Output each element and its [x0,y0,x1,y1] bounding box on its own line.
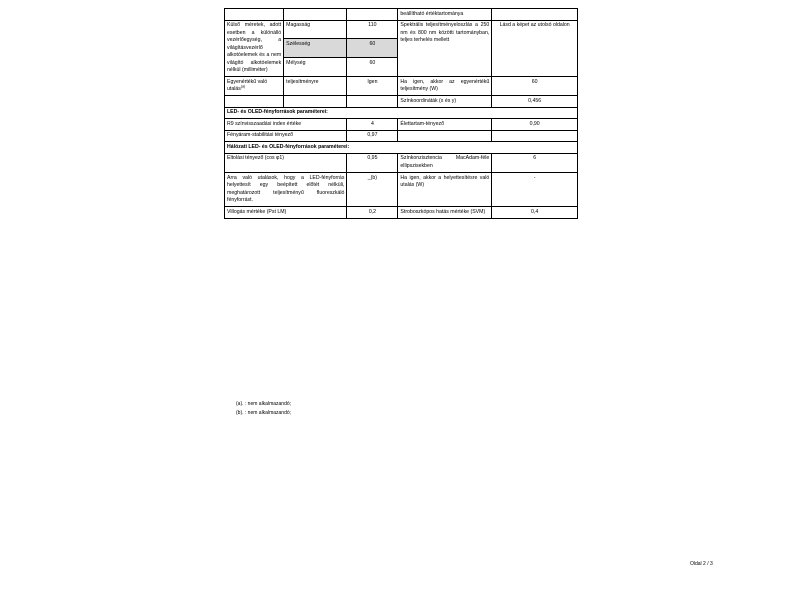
cell-equivalent-power-question: Ha igen, akkor az egyenértékű teljesítmény (W) [398,77,492,96]
table-row [225,207,578,219]
table-row [225,96,578,108]
cell-led-empty-2 [492,130,578,142]
cell-equivalence-value: Igen [347,77,398,96]
cell-equivalence-power-label: teljesítményre [284,77,347,96]
footnotes [236,400,576,417]
cell-flicker-value: 0,2 [347,207,398,219]
section-header-mains [225,142,578,154]
cell-colour-coordinates-value: 0,456 [492,96,578,108]
table-row [225,77,578,96]
cell-external-dimensions: Külső méretek, adott esetben a különálló vezérlőegység, a világításvezérlő alkotóelemek és a nem világító alkotóelemek nélkül (milliméter) [225,20,284,77]
footnote-marker-a: (a) [240,84,246,89]
cell-led-empty-1 [398,130,492,142]
table-row [225,119,578,131]
cell-depth-label: Mélység [284,58,347,77]
cell-colour-consistency-value: 6 [492,153,578,172]
table-row [225,173,578,207]
cell-empty-c [347,96,398,108]
cell-equivalence-label [225,77,284,96]
cell-height-value: 110 [347,20,398,39]
cell-blank-2 [284,9,347,21]
cell-replacement-power-label: Ha igen, akkor a helyettesítésre való utalás (W) [398,173,492,207]
cell-svm-label: Stroboszkópos hatás mértéke (SVM) [398,207,492,219]
table-row [225,153,578,172]
cell-empty-a [225,96,284,108]
cell-lifetime-factor-label: Élettartam-tényező [398,119,492,131]
cell-blank-1 [225,9,284,21]
cell-empty-b [284,96,347,108]
section-header-mains-label: Hálózati LED- és OLED-fényforrások paraméterei: [225,142,578,154]
cell-adjustable-range: beállítható értéktartománya [398,9,492,21]
cell-lumen-maintenance-label: Fényáram-stabilitási tényező [225,130,347,142]
cell-depth-value: 60 [347,58,398,77]
cell-r9-value: 4 [347,119,398,131]
footnote-a: (a). : nem alkalmazandó; [236,401,292,407]
cell-blank-5 [492,9,578,21]
cell-spectral-distribution: Spektrális teljesítményeloszlás a 250 nm és 800 nm közötti tartományban, teljes terhelés mellett [398,20,492,77]
section-header-led [225,107,578,119]
cell-lumen-maintenance-value: 0,97 [347,130,398,142]
cell-replacement-claim-value: _(b) [347,173,398,207]
equivalence-text: Egyenértékű való utalás [227,78,268,93]
cell-colour-coordinates-label: Színkoordináták (x és y) [398,96,492,108]
table-row [225,9,578,21]
cell-width-value: 60 [347,39,398,58]
specifications-table [224,8,578,219]
cell-colour-consistency-label: Színkonzisztencia MacAdam-féle ellipszisekben [398,153,492,172]
section-header-led-label: LED- és OLED-fényforrások paraméterei: [225,107,578,119]
cell-svm-value: 0,4 [492,207,578,219]
page-number: Oldal 2 / 3 [690,561,713,567]
cell-equivalent-power-value: 60 [492,77,578,96]
cell-replacement-claim-label: Arra való utalások, hogy a LED-fényforrás helyettesít egy beépített előtét nélküli, meghatározott teljesítményű fluoreszkáló fényforrást. [225,173,347,207]
cell-displacement-factor-value: 0,95 [347,153,398,172]
cell-r9-label: R9 színvisszaadási index értéke [225,119,347,131]
cell-blank-3 [347,9,398,21]
cell-flicker-label: Villogás mértéke (Pst LM) [225,207,347,219]
footnote-b: (b). : nem alkalmazandó; [236,409,292,416]
cell-displacement-factor-label: Eltolási tényező (cos φ1) [225,153,347,172]
document-body [224,8,578,219]
cell-width-label: Szélesség [284,39,347,58]
cell-replacement-power-value: - [492,173,578,207]
table-row [225,20,578,39]
cell-height-label: Magasság [284,20,347,39]
cell-lifetime-factor-value: 0,90 [492,119,578,131]
table-row [225,130,578,142]
cell-see-image: Lásd a képet az utolsó oldalon [492,20,578,77]
